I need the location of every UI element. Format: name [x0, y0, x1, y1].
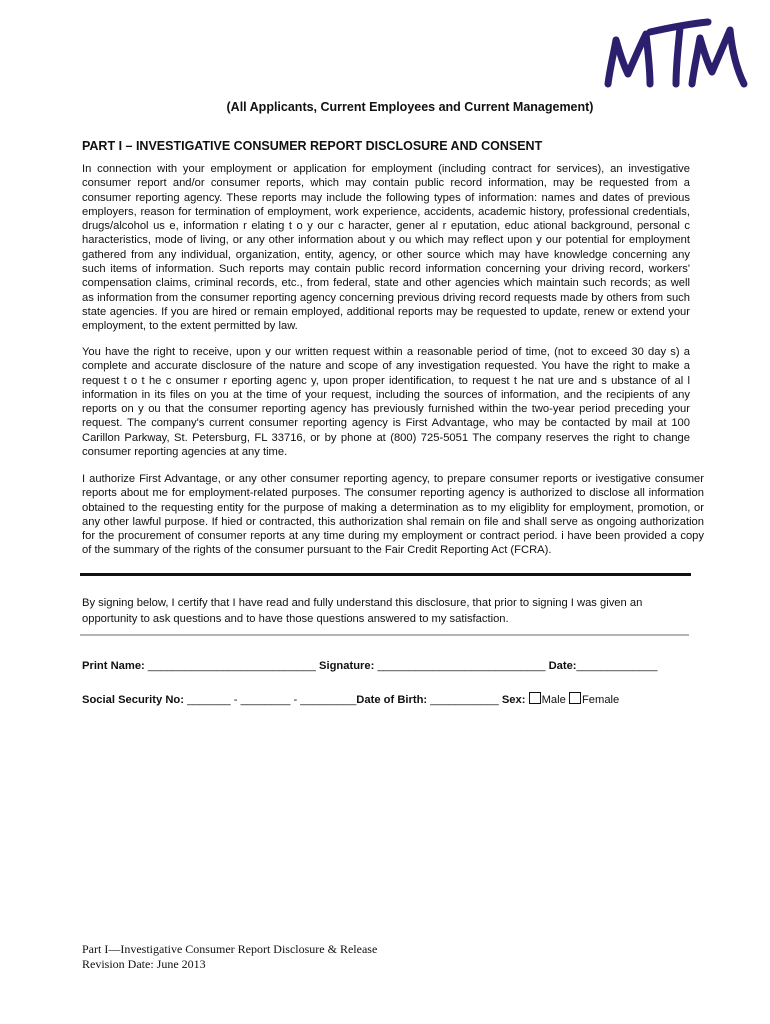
signature-field[interactable]: ___________________________ — [374, 660, 549, 672]
rights-paragraph: You have the right to receive, upon y our written request within a reasonable period of time, (not to exceed 30 day s) a complete and accurate disclosure of the nature and scope of any investigation requested. You have the right to make a request t o t he c onsumer r eporting agenc y, upon proper identification, to request t he nat ure and s ubstance of al l information in its files on you at the time of your request, including the sources of information, and the recipients of any reports on y ou that the consumer reporting agency has previously furnished within the two-year period preceding your request. The company's current consumer reporting agency is First Advantage, who may be contacted by mail at 100 Carillon Parkway, St. Petersburg, FL 33716, or by phone at (800) 725-5051 The company reserves the right to change consumer reporting agencies at any time. — [82, 346, 690, 459]
print-name-field[interactable]: ___________________________ — [144, 660, 320, 672]
male-checkbox[interactable] — [529, 692, 541, 704]
name-signature-row — [82, 660, 657, 672]
female-checkbox[interactable] — [569, 692, 581, 704]
thin-divider — [80, 634, 689, 636]
authorization-paragraph: I authorize First Advantage, or any other consumer reporting agency, to prepare consumer reports or ivestigative consumer reports about me for employment-related purposes. The consumer reporting agency is authorized to disclose all information obtained to the requesting entity for the purpose of making a determination as to my eligiblity for employment, promotion, or any other lawful purpose. If hied or contracted, this authorization shal remain on file and shall serve as ongoing authorization for the procurement of consumer reports at any time during my employment or contract period. i have been provided a copy of the summary of the rights of the consumer pursuant to the Fair Credit Reporting Act (FCRA). — [82, 473, 704, 557]
date-field[interactable]: _____________ — [576, 660, 658, 672]
dob-field[interactable]: ___________ — [427, 694, 502, 706]
mtm-logo — [592, 10, 760, 94]
signature-label: Signature: — [319, 660, 375, 672]
footer-title: Part I—Investigative Consumer Report Disclosure & Release — [82, 942, 378, 956]
date-label: Date: — [548, 660, 577, 672]
section-divider — [80, 573, 691, 576]
disclosure-paragraph-1: In connection with your employment or application for employment (including contract for services), an investigative consumer report and/or consumer reports, which may contain public record information, may be requested from a consumer reporting agency. These reports may include the following types of information: names and dates of previous employers, reason for termination of employment, work experience, accidents, academic history, professional credentials, drugs/alcohol us e, information r elating t o y our c haracter, gener al r eputation, educ ational background, personal c haracteristics, mode of living, or any other information about y ou which may reflect upon y our potential for employment gathered from any individual, organization, entity, agency, or other source which may have knowledge concerning any such items of information. Such reports may contain public record information concerning your driving record, workers' compensation claims, criminal records, etc., from federal, state and other agencies which maintain such records; as well as information from the consumer reporting agency concerning previous driving record requests made by others from such state agencies. If you are hired or remain employed, additional reports may be requested to update, renew or extend your employment, to the extent permitted by law. — [82, 163, 690, 333]
part-title: PART I – INVESTIGATIVE CONSUMER REPORT DISCLOSURE AND CONSENT — [82, 139, 543, 153]
document-subtitle: (All Applicants, Current Employees and Current Management) — [226, 100, 594, 114]
ssn-label: Social Security No: — [82, 694, 184, 706]
ssn-field[interactable]: _______ - ________ - _________ — [183, 694, 357, 706]
dob-label: Date of Birth: — [356, 694, 428, 706]
footer — [82, 942, 377, 972]
female-label: Female — [581, 694, 620, 706]
footer-revision-date: Revision Date: June 2013 — [82, 957, 206, 971]
print-name-label: Print Name: — [82, 660, 145, 672]
male-label: Male — [541, 694, 566, 706]
ssn-dob-sex-row — [82, 692, 619, 706]
certification-text: By signing below, I certify that I have read and fully understand this disclosure, that prior to signing I was given an opportunity to ask questions and to have those questions answered to my satisfaction. — [82, 597, 643, 625]
sex-label: Sex: — [501, 694, 526, 706]
